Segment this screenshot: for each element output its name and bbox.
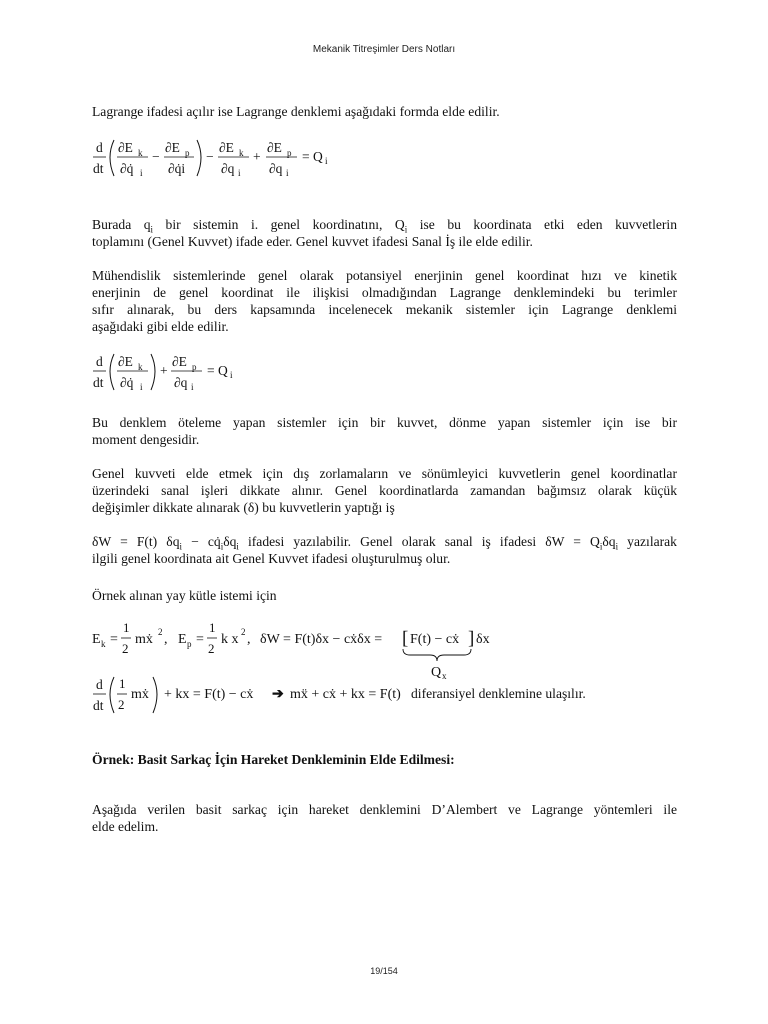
general-virtual-work-expression: [545, 534, 619, 552]
svg-text:dt: dt: [93, 375, 104, 390]
svg-text:mẍ + cẋ + kx = F(t): mẍ + cẋ + kx = F(t): [290, 687, 401, 702]
svg-text:∂E: ∂E: [172, 354, 187, 369]
subscript: i: [220, 541, 224, 552]
text-line: Lagrange ifadesi açılır ise Lagrange denklemi aşağıdaki formda elde edilir.: [92, 104, 500, 119]
page-header-title: Mekanik Titreşimler Ders Notları: [312, 44, 456, 55]
text-line: Örnek: Basit Sarkaç İçin Hareket Denkleminin Elde Edilmesi:: [92, 752, 455, 767]
svg-text:2: 2: [122, 641, 129, 656]
text-line: Genel kuvveti elde etmek için dış zorlamaların ve sönümleyici kuvvetlerin genel koordinatlar: [92, 466, 677, 481]
subscript: i: [615, 541, 619, 552]
text-line: değişimler dikkate alınarak (δ) bu kuvvetlerin yaptığı iş: [92, 500, 395, 515]
subscript: i: [236, 541, 239, 552]
svg-text:∂q̇: ∂q̇: [120, 161, 134, 176]
text-line: [92, 533, 677, 550]
text-line: ilgili genel koordinata ait Genel Kuvvet ifadesi oluşturulmuş olur.: [92, 551, 451, 566]
spring-mass-energy-equations: [92, 618, 512, 680]
svg-text:d: d: [96, 677, 103, 692]
svg-text:[: [: [402, 628, 409, 649]
virtual-work-expression: [92, 534, 239, 552]
svg-text:,: ,: [164, 632, 168, 647]
svg-text:= Q: = Q: [207, 363, 228, 378]
svg-text:F(t) − cẋ: F(t) − cẋ: [410, 632, 460, 647]
svg-text:+: +: [160, 363, 168, 378]
text-line: Örnek alınan yay kütle istemi için: [92, 588, 277, 603]
svg-text:∂q: ∂q: [221, 161, 235, 176]
svg-text:k: k: [138, 148, 143, 158]
svg-text:k: k: [239, 148, 244, 158]
asagida-paragraph: [92, 801, 677, 835]
svg-text:1: 1: [209, 620, 216, 635]
text-line: moment dengesidir.: [92, 432, 200, 447]
svg-text:d: d: [96, 354, 103, 369]
subscript: i: [404, 224, 408, 235]
svg-text:i: i: [140, 168, 143, 178]
svg-text:p: p: [192, 362, 197, 372]
muhendislik-paragraph: [92, 267, 677, 335]
eq-run: δW = Q: [545, 534, 600, 549]
svg-text:−: −: [206, 149, 214, 164]
svg-text:2: 2: [241, 627, 246, 637]
svg-text:➔: ➔: [272, 687, 284, 702]
svg-text:d: d: [96, 140, 103, 155]
text-line: aşağıdaki gibi elde edilir.: [92, 319, 229, 334]
svg-text:−: −: [152, 149, 160, 164]
svg-text:δW = F(t)δx − cẋδx =: δW = F(t)δx − cẋδx =: [260, 632, 383, 647]
eq-run: δW = F(t) δq: [92, 534, 180, 549]
svg-text:i: i: [191, 382, 194, 392]
svg-text:k: k: [101, 639, 106, 649]
svg-text:i: i: [140, 382, 143, 392]
page-number: 19/154: [370, 966, 398, 976]
example-title: [92, 751, 677, 768]
svg-text:2: 2: [208, 641, 215, 656]
text-run: ise bu koordinata etki eden kuvvetlerin: [407, 217, 677, 232]
svg-text:∂E: ∂E: [219, 140, 234, 155]
svg-text:p: p: [187, 639, 192, 649]
genel-kuvvet-paragraph: [92, 465, 677, 516]
text-run: Burada q: [92, 217, 151, 232]
svg-text:k: k: [138, 362, 143, 372]
svg-text:=: =: [196, 632, 204, 647]
svg-text:∂E: ∂E: [118, 354, 133, 369]
text-line: enerjinin de genel koordinat ile ilişkisi olmadığından Lagrange denklemindeki bu terimler: [92, 285, 677, 300]
svg-text:2: 2: [158, 627, 163, 637]
svg-text:p: p: [287, 148, 292, 158]
svg-text:i: i: [230, 370, 233, 380]
svg-text:2: 2: [118, 697, 125, 712]
svg-text:∂E: ∂E: [267, 140, 282, 155]
text-line: elde edelim.: [92, 819, 159, 834]
qx-subscript: x: [442, 671, 447, 681]
svg-text:E: E: [92, 632, 101, 647]
svg-text:dt: dt: [93, 698, 104, 713]
svg-text:∂q̇i: ∂q̇i: [168, 161, 186, 176]
qx-label: Q: [431, 665, 442, 680]
lagrange-equation-reduced: [92, 350, 272, 398]
svg-text:∂E: ∂E: [118, 140, 133, 155]
svg-text:1: 1: [123, 620, 130, 635]
text-line: Mühendislik sistemlerinde genel olarak potansiyel enerjinin genel koordinat hızı ve kinetik: [92, 268, 677, 283]
svg-text:,: ,: [247, 632, 251, 647]
svg-text:i: i: [238, 168, 241, 178]
differential-equation-line: [92, 674, 652, 720]
svg-text:+: +: [253, 149, 261, 164]
svg-text:∂E: ∂E: [165, 140, 180, 155]
svg-text:mẋ: mẋ: [131, 687, 149, 702]
virtual-work-paragraph: [92, 533, 677, 567]
diferansiyel-text: diferansiyel denklemine ulaşılır.: [411, 686, 586, 701]
text-line: Bu denklem öteleme yapan sistemler için bir kuvvet, dönme yapan sistemler için ise bir: [92, 415, 677, 430]
intro-paragraph: [92, 103, 677, 120]
subscript: i: [599, 541, 603, 552]
text-run: ifadesi yazılabilir. Genel olarak sanal iş ifadesi: [238, 534, 546, 549]
svg-text:1: 1: [119, 676, 126, 691]
lagrange-equation-full: [92, 136, 352, 184]
text-line: sıfır alınarak, bu ders kapsamında incelenecek mekanik sistemler için Lagrange denklemi: [92, 302, 677, 317]
svg-text:p: p: [185, 148, 190, 158]
svg-text:∂q: ∂q: [269, 161, 283, 176]
subscript: i: [150, 224, 154, 235]
text-line: Aşağıda verilen basit sarkaç için hareket denklemini D’Alembert ve Lagrange yöntemleri ile: [92, 802, 677, 817]
subscript: i: [179, 541, 183, 552]
svg-text:∂q: ∂q: [174, 375, 188, 390]
text-line: toplamını (Genel Kuvvet) ifade eder. Genel kuvvet ifadesi Sanal İş ile elde edilir.: [92, 234, 533, 249]
svg-text:dt: dt: [93, 161, 104, 176]
svg-text:=: =: [110, 632, 118, 647]
text-line: üzerindeki sanal işleri dikkate alınır. Genel koordinatlarda zamandan bağımsız olarak küçük: [92, 483, 677, 498]
svg-text:∂q̇: ∂q̇: [120, 375, 134, 390]
eq-run: − cq̇: [182, 534, 221, 549]
burada-paragraph: [92, 216, 677, 250]
eq-run: δq: [223, 534, 237, 549]
svg-text:E: E: [178, 632, 187, 647]
bu-denklem-paragraph: [92, 414, 677, 448]
svg-text:δx: δx: [476, 632, 490, 647]
svg-text:= Q: = Q: [302, 149, 323, 164]
text-run: yazılarak: [618, 534, 677, 549]
svg-text:]: ]: [468, 628, 475, 649]
svg-text:mẋ: mẋ: [135, 632, 153, 647]
svg-text:+ kx = F(t) − cẋ: + kx = F(t) − cẋ: [164, 687, 254, 702]
ornek-alinan-paragraph: [92, 587, 677, 604]
eq-run: δq: [602, 534, 616, 549]
text-run: bir sistemin i. genel koordinatını, Q: [153, 217, 405, 232]
text-line: [92, 216, 677, 233]
svg-text:k x: k x: [221, 632, 239, 647]
svg-text:i: i: [325, 156, 328, 166]
svg-text:i: i: [286, 168, 289, 178]
